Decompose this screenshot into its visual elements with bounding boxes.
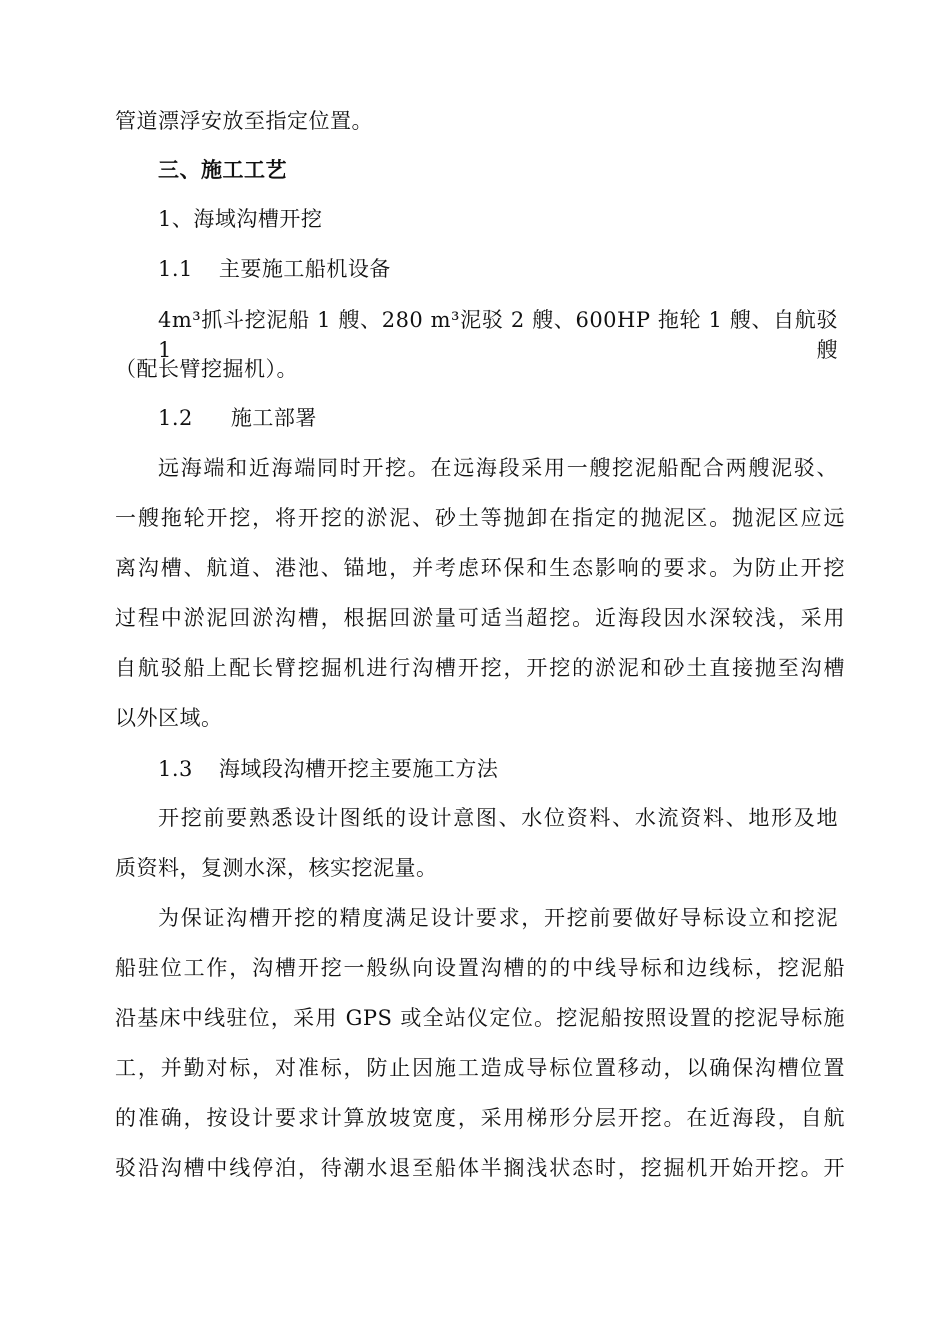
subsection-heading-1: 1、海域沟槽开挖 — [158, 207, 323, 231]
subsection-heading-1-3 — [158, 754, 888, 784]
subsection-heading-1-2 — [158, 403, 888, 433]
paragraph-line: 的准确，按设计要求计算放坡宽度，采用梯形分层开挖。在近海段，自航 — [115, 1106, 845, 1130]
subsection-title: 海域段沟槽开挖主要施工方法 — [218, 757, 499, 781]
paragraph-line: 船驻位工作，沟槽开挖一般纵向设置沟槽的的中线导标和边线标，挖泥船 — [115, 956, 845, 980]
subsection-title: 施工部署 — [230, 406, 317, 430]
paragraph-line: 远海端和近海端同时开挖。在远海段采用一艘挖泥船配合两艘泥驳、 — [158, 456, 838, 480]
paragraph-line: 以外区域。 — [115, 706, 223, 730]
paragraph-line: 开挖前要熟悉设计图纸的设计意图、水位资料、水流资料、地形及地 — [158, 806, 838, 830]
subsection-number: 1.2 — [158, 406, 193, 430]
paragraph-line: 为保证沟槽开挖的精度满足设计要求，开挖前要做好导标设立和挖泥 — [158, 906, 838, 930]
paragraph-line: 自航驳船上配长臂挖掘机进行沟槽开挖，开挖的淤泥和砂土直接抛至沟槽 — [115, 656, 845, 680]
continuation-line: 管道漂浮安放至指定位置。 — [115, 109, 373, 133]
subsection-number: 1.3 — [158, 757, 193, 781]
paragraph-line: 离沟槽、航道、港池、锚地，并考虑环保和生态影响的要求。为防止开挖 — [115, 556, 845, 580]
paragraph-line: 驳沿沟槽中线停泊，待潮水退至船体半搁浅状态时，挖掘机开始开挖。开 — [115, 1156, 845, 1180]
subsection-number: 1.1 — [158, 257, 193, 281]
subsection-title: 主要施工船机设备 — [218, 257, 391, 281]
paragraph-line: （配长臂挖掘机）。 — [115, 357, 298, 381]
paragraph-line: 4m³抓斗挖泥船 1 艘、280 m³泥驳 2 艘、600HP 拖轮 1 艘、自航驳 1 艘 — [158, 308, 838, 362]
subsection-heading-1-1 — [158, 254, 888, 284]
paragraph-line: 过程中淤泥回淤沟槽，根据回淤量可适当超挖。近海段因水深较浅，采用 — [115, 606, 845, 630]
paragraph-line: 工，并勤对标，对准标，防止因施工造成导标位置移动，以确保沟槽位置 — [115, 1056, 845, 1080]
paragraph-line: 质资料，复测水深，核实挖泥量。 — [115, 856, 438, 880]
section-heading-3: 三、施工工艺 — [158, 157, 287, 182]
paragraph-line: 沿基床中线驻位，采用 GPS 或全站仪定位。挖泥船按照设置的挖泥导标施 — [115, 1006, 845, 1030]
paragraph-line: 一艘拖轮开挖，将开挖的淤泥、砂土等抛卸在指定的抛泥区。抛泥区应远 — [115, 506, 845, 530]
